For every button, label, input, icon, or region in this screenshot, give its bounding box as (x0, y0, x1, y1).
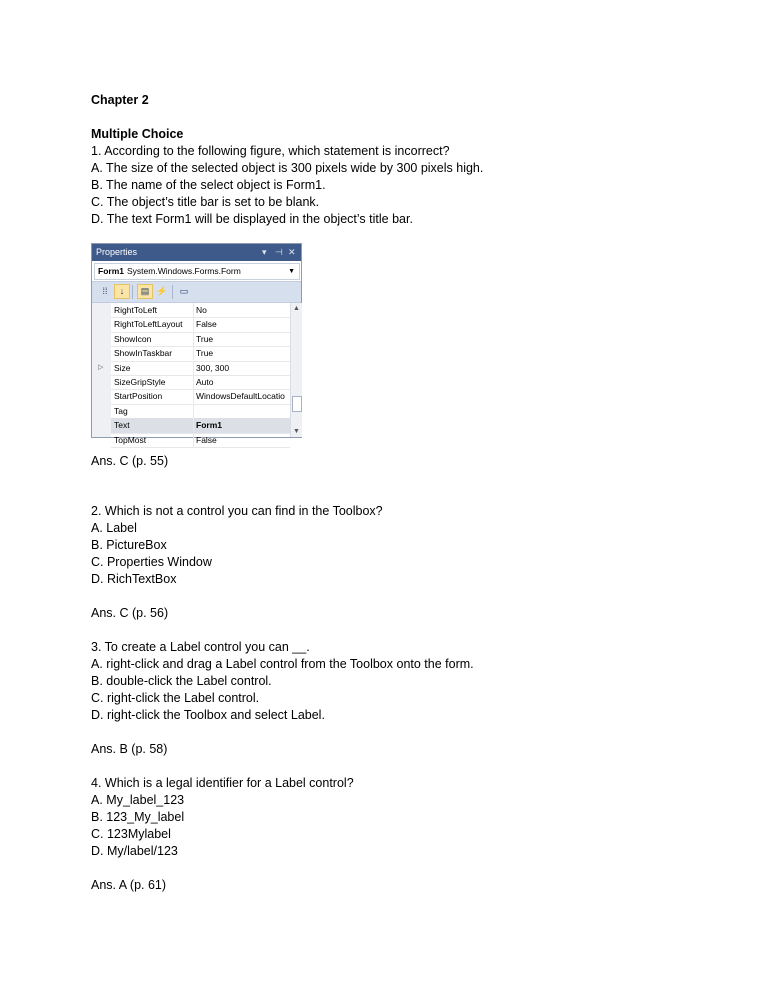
q1-option-c: C. The object’s title bar is set to be blank. (91, 195, 320, 209)
q4-option-a: A. My_label_123 (91, 793, 185, 807)
property-row-selected (111, 418, 290, 433)
q1-option-a: A. The size of the selected object is 300 pixels wide by 300 pixels high. (91, 161, 484, 175)
properties-title: Properties (96, 247, 138, 257)
q3-option-b: B. double-click the Label control. (91, 674, 272, 688)
property-value: False (196, 434, 217, 445)
property-value: Form1 (196, 420, 222, 431)
property-name: Tag (114, 405, 128, 416)
property-name: StartPosition (114, 391, 163, 402)
properties-title-bar (92, 244, 301, 261)
chapter-heading: Chapter 2 (91, 93, 149, 107)
properties-icon: ▤ (137, 284, 153, 299)
object-selector (94, 263, 300, 280)
property-grid-scrollbar (290, 303, 302, 437)
q3-option-d: D. right-click the Toolbox and select Label. (91, 708, 325, 722)
property-row (111, 404, 290, 419)
property-row (111, 346, 290, 361)
pin-icon: ⊣ (275, 247, 283, 257)
property-name: Size (114, 362, 131, 373)
property-name: RightToLeft (114, 305, 157, 315)
scroll-thumb (292, 396, 302, 412)
q3-option-c: C. right-click the Label control. (91, 691, 260, 705)
toolbar-separator (172, 285, 173, 299)
object-type: System.Windows.Forms.Form (127, 266, 241, 276)
property-row (111, 317, 290, 332)
property-value: 300, 300 (196, 362, 230, 373)
q1-option-d: D. The text Form1 will be displayed in the object’s title bar. (91, 212, 413, 226)
q2-answer: Ans. C (p. 56) (91, 606, 169, 620)
property-row (111, 375, 290, 390)
property-value: False (196, 319, 217, 330)
q4-answer: Ans. A (p. 61) (91, 878, 167, 892)
q2-option-c: C. Properties Window (91, 555, 212, 569)
property-name: RightToLeftLayout (114, 319, 183, 330)
property-name: Text (114, 420, 130, 431)
property-row (111, 433, 290, 448)
expand-triangle-icon: ▷ (98, 364, 104, 371)
property-grid (92, 303, 290, 445)
properties-toolbar (92, 281, 301, 303)
property-pages-icon: ▭ (179, 286, 189, 296)
q4-option-b: B. 123_My_label (91, 810, 185, 824)
close-icon: ✕ (288, 247, 296, 257)
property-value: WindowsDefaultLocatio (196, 391, 285, 402)
object-name: Form1 (98, 266, 124, 276)
q4-option-c: C. 123Mylabel (91, 827, 171, 841)
property-name: ShowIcon (114, 333, 152, 344)
property-value: True (196, 348, 214, 359)
property-value: True (196, 333, 214, 344)
property-row (111, 303, 290, 318)
q3-answer: Ans. B (p. 58) (91, 742, 168, 756)
dropdown-icon: ▾ (262, 247, 267, 257)
property-row (111, 332, 290, 347)
property-value: No (196, 305, 207, 315)
property-row (111, 389, 290, 404)
q1-option-b: B. The name of the select object is Form1. (91, 178, 326, 192)
question-4: 4. Which is a legal identifier for a Label control? (91, 776, 354, 790)
q2-option-b: B. PictureBox (91, 538, 167, 552)
section-heading: Multiple Choice (91, 127, 184, 141)
property-name: TopMost (114, 434, 147, 445)
categorized-icon: ⁞⁞ (102, 286, 108, 296)
question-3: 3. To create a Label control you can __. (91, 640, 310, 654)
q4-option-d: D. My/label/123 (91, 844, 178, 858)
q3-option-a: A. right-click and drag a Label control from the Toolbox onto the form. (91, 657, 474, 671)
property-name: ShowInTaskbar (114, 348, 173, 359)
q1-answer: Ans. C (p. 55) (91, 454, 169, 468)
alphabetical-icon: ↓ (114, 284, 130, 299)
scroll-up-icon: ▲ (293, 305, 300, 312)
chevron-down-icon: ▼ (288, 268, 295, 275)
q2-option-d: D. RichTextBox (91, 572, 177, 586)
q2-option-a: A. Label (91, 521, 137, 535)
property-value: Auto (196, 377, 214, 387)
events-icon: ⚡ (156, 286, 168, 296)
toolbar-separator (132, 285, 133, 299)
question-2: 2. Which is not a control you can find in the Toolbox? (91, 504, 383, 518)
property-row (111, 361, 290, 376)
scroll-down-icon: ▼ (293, 428, 300, 435)
property-name: SizeGripStyle (114, 377, 166, 387)
properties-window-figure (91, 243, 302, 445)
question-1: 1. According to the following figure, which statement is incorrect? (91, 144, 450, 158)
